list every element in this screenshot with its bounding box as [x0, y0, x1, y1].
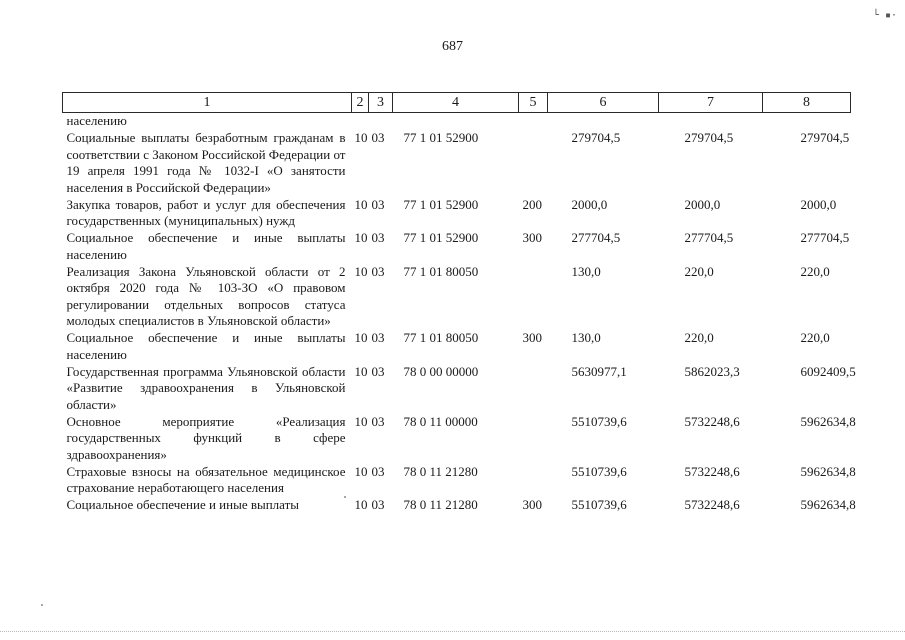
row-section [352, 113, 369, 131]
row-expense-type [519, 264, 548, 331]
row-name: Страховые взносы на обязательное медицинское страхование неработающего населения [66, 463, 346, 495]
table-row [63, 364, 851, 414]
row-amount-year-1: 5510739,6 [571, 413, 627, 429]
row-amount-year-2: 220,0 [684, 263, 714, 279]
row-subsection: 03 [371, 497, 385, 512]
row-name: Закупка товаров, работ и услуг для обеспечения государственных (муниципальных) нужд [66, 196, 346, 228]
row-section: 10 [354, 463, 368, 479]
table-row [63, 330, 851, 364]
scan-speck [41, 604, 43, 606]
table-row [63, 264, 851, 331]
row-amount-year-2: 5732248,6 [684, 413, 740, 429]
scan-corner-mark: └ ▪· [872, 10, 897, 21]
header-col-6: 6 [548, 93, 659, 113]
row-amount-year-1: 277704,5 [571, 230, 621, 245]
header-col-3: 3 [369, 93, 393, 113]
row-name: Социальные выплаты безработным гражданам в соответствии с Законом Российской Федерации от 19 апреля 1991 года № 1032-I «О занятости населения в Российской Федерации» [66, 130, 346, 195]
table-row [63, 464, 851, 498]
row-amount-year-2: 220,0 [684, 330, 714, 345]
table-row [63, 497, 851, 514]
row-amount-year-2: 277704,5 [684, 230, 734, 245]
row-target-article: 77 1 01 52900 [403, 130, 479, 145]
row-expense-type: 300 [522, 330, 542, 345]
row-amount-year-3: 6092409,5 [800, 363, 856, 379]
row-expense-type [519, 464, 548, 498]
row-amount-year-3: 220,0 [800, 330, 830, 345]
row-amount-year-3: 277704,5 [800, 230, 850, 245]
row-section: 10 [354, 363, 368, 379]
row-amount-year-2: 5732248,6 [684, 497, 740, 512]
row-name: Государственная программа Ульяновской области «Развитие здравоохранения в Ульяновской области» [66, 363, 346, 412]
row-subsection: 03 [371, 413, 385, 429]
row-target-article: 77 1 01 52900 [403, 196, 479, 212]
row-name: Реализация Закона Ульяновской области от 2 октября 2020 года № 103-ЗО «О правовом регулировании отдельных вопросов статуса молодых специалистов в Ульяновской области» [66, 263, 346, 328]
row-section: 10 [354, 413, 368, 429]
row-amount-year-1: 279704,5 [571, 130, 621, 145]
row-amount-year-3: 5962634,8 [800, 497, 856, 512]
row-expense-type: 300 [522, 497, 542, 512]
table-row [63, 197, 851, 231]
header-col-7: 7 [659, 93, 763, 113]
row-subsection: 03 [371, 130, 385, 145]
row-amount-year-3: 5962634,8 [800, 413, 856, 429]
row-name: населению [66, 113, 127, 128]
row-amount-year-2: 2000,0 [684, 196, 721, 212]
table-row [63, 113, 851, 131]
row-target-article: 78 0 11 21280 [403, 463, 478, 479]
row-subsection: 03 [371, 463, 385, 479]
row-subsection: 03 [371, 363, 385, 379]
row-expense-type [519, 364, 548, 414]
table-header [63, 93, 851, 113]
row-section: 10 [354, 497, 368, 512]
row-target-article: 77 1 01 80050 [403, 263, 479, 279]
scan-speck [344, 496, 346, 498]
row-amount-year-2: 5862023,3 [684, 363, 740, 379]
row-subsection: 03 [371, 263, 385, 279]
budget-table [62, 92, 856, 514]
row-amount-year-1: 5510739,6 [571, 463, 627, 479]
table-body [63, 113, 856, 515]
row-expense-type [519, 113, 548, 131]
row-name: Основное мероприятие «Реализация государственных функций в сфере здравоохранения» [66, 413, 346, 462]
header-col-5: 5 [519, 93, 548, 113]
header-row [63, 93, 851, 113]
row-amount-year-1: 130,0 [571, 330, 601, 345]
row-amount-year-2 [659, 113, 763, 131]
row-section: 10 [354, 130, 368, 145]
row-amount-year-1: 130,0 [571, 263, 601, 279]
scan-bottom-edge [0, 631, 905, 636]
row-name: Социальное обеспечение и иные выплаты [66, 497, 300, 512]
row-subsection: 03 [371, 330, 385, 345]
header-col-1: 1 [63, 93, 352, 113]
page-number: 687 [442, 39, 463, 54]
row-subsection: 03 [371, 230, 385, 245]
table-row [63, 414, 851, 464]
row-amount-year-3: 2000,0 [800, 196, 837, 212]
header-col-8: 8 [763, 93, 851, 113]
row-amount-year-3: 5962634,8 [800, 463, 856, 479]
row-amount-year-3 [763, 113, 851, 131]
row-target-article: 78 0 11 21280 [403, 497, 478, 512]
row-amount-year-3: 220,0 [800, 263, 830, 279]
header-col-2: 2 [352, 93, 369, 113]
row-name: Социальное обеспечение и иные выплаты населению [66, 230, 346, 262]
row-amount-year-1: 5630977,1 [571, 363, 627, 379]
row-amount-year-2: 5732248,6 [684, 463, 740, 479]
row-section: 10 [354, 330, 368, 345]
row-expense-type: 300 [522, 230, 542, 245]
row-amount-year-2: 279704,5 [684, 130, 734, 145]
row-amount-year-1: 5510739,6 [571, 497, 627, 512]
row-amount-year-1 [548, 113, 659, 131]
row-expense-type: 200 [522, 196, 542, 212]
row-section: 10 [354, 230, 368, 245]
row-section: 10 [354, 263, 368, 279]
row-section: 10 [354, 196, 368, 212]
row-target-article [393, 113, 519, 131]
row-subsection [369, 113, 393, 131]
row-target-article: 78 0 11 00000 [403, 413, 478, 429]
row-amount-year-1: 2000,0 [571, 196, 608, 212]
row-expense-type [519, 130, 548, 197]
row-amount-year-3: 279704,5 [800, 130, 850, 145]
row-expense-type [519, 414, 548, 464]
table-row [63, 230, 851, 264]
header-col-4: 4 [393, 93, 519, 113]
table-row [63, 130, 851, 197]
row-subsection: 03 [371, 196, 385, 212]
row-target-article: 77 1 01 52900 [403, 230, 479, 245]
row-target-article: 77 1 01 80050 [403, 330, 479, 345]
row-target-article: 78 0 00 00000 [403, 363, 479, 379]
row-name: Социальное обеспечение и иные выплаты населению [66, 330, 346, 362]
